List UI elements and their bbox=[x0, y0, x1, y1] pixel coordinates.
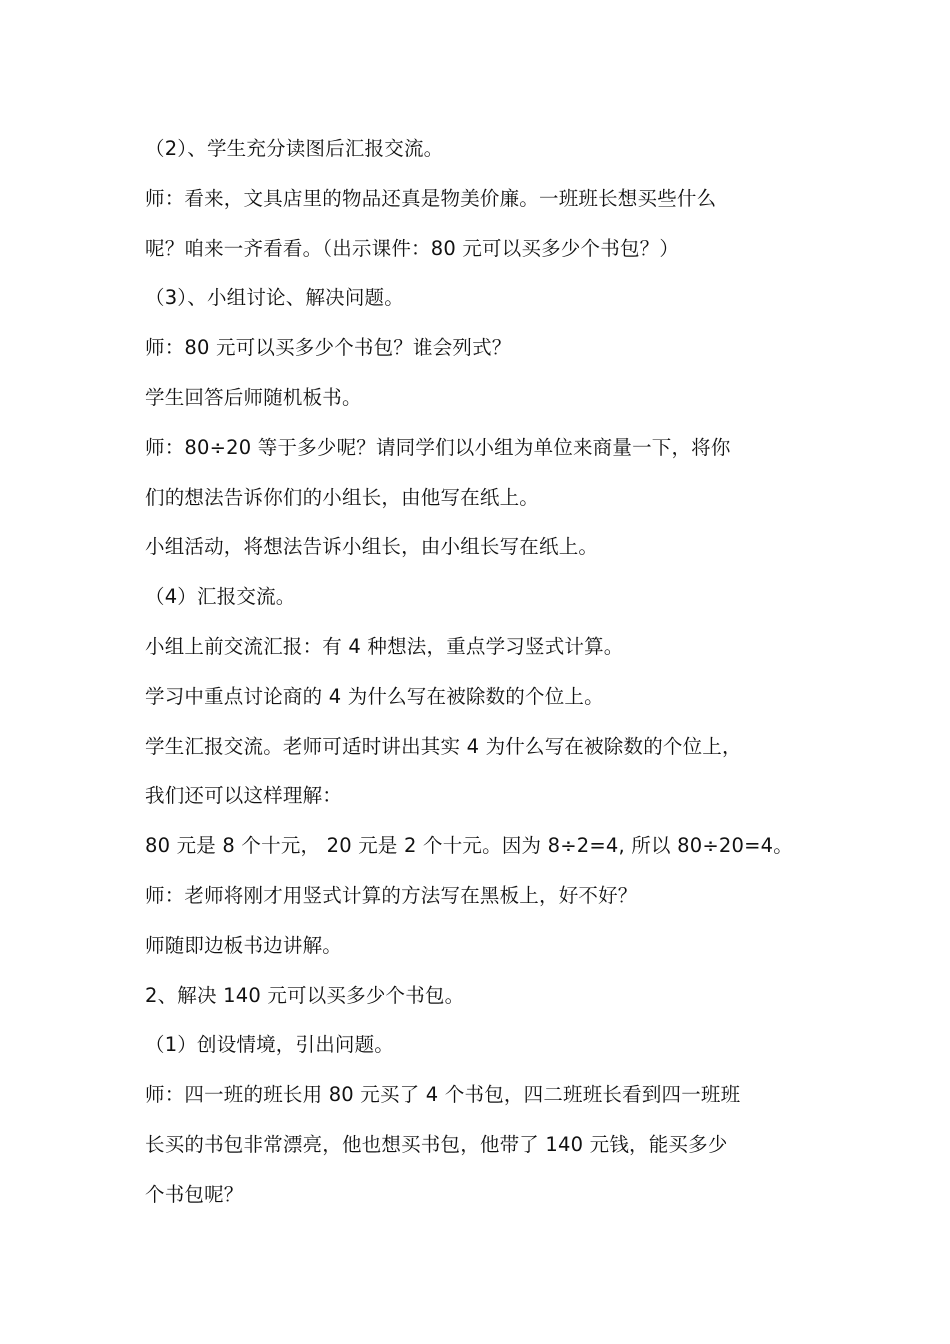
paragraph-line: 个书包呢？ bbox=[145, 1182, 244, 1206]
paragraph-line: （2）、学生充分读图后汇报交流。 bbox=[145, 137, 444, 160]
paragraph-line: （3）、小组讨论、解决问题。 bbox=[145, 286, 404, 310]
paragraph-line: 小组活动，将想法告诉小组长，由小组长写在纸上。 bbox=[145, 535, 599, 559]
paragraph-line: 师：老师将刚才用竖式计算的方法写在黑板上，好不好？ bbox=[145, 883, 638, 907]
document-body bbox=[145, 131, 835, 1227]
paragraph-line: 我们还可以这样理解： bbox=[145, 784, 343, 808]
paragraph-line: 学生汇报交流。老师可适时讲出其实 4 为什么写在被除数的个位上， bbox=[145, 734, 742, 758]
paragraph-line: 师：看来，文具店里的物品还真是物美价廉。一班班长想买些什么 bbox=[145, 186, 717, 210]
paragraph-line: 80 元是 8 个十元， 20 元是 2 个十元。因为 8÷2=4, 所以 80÷20=4。 bbox=[145, 834, 793, 858]
paragraph-line: 们的想法告诉你们的小组长，由他写在纸上。 bbox=[145, 485, 540, 509]
paragraph-line: 学习中重点讨论商的 4 为什么写在被除数的个位上。 bbox=[145, 684, 604, 708]
paragraph-line: 师：80 元可以买多少个书包？谁会列式？ bbox=[145, 336, 512, 360]
paragraph-line: 学生回答后师随机板书。 bbox=[145, 385, 362, 409]
paragraph-line: 师：四一班的班长用 80 元买了 4 个书包，四二班班长看到四一班班 bbox=[145, 1083, 741, 1107]
paragraph-line: 2、解决 140 元可以买多少个书包。 bbox=[145, 983, 465, 1007]
paragraph-line: 长买的书包非常漂亮，他也想买书包，他带了 140 元钱，能买多少 bbox=[145, 1132, 728, 1156]
paragraph-line: （4）汇报交流。 bbox=[145, 585, 296, 609]
paragraph-line: 师：80÷20 等于多少呢？请同学们以小组为单位来商量一下，将你 bbox=[145, 435, 731, 459]
paragraph-line: 呢？咱来一齐看看。（出示课件：80 元可以买多少个书包？） bbox=[145, 236, 680, 260]
paragraph-line: 小组上前交流汇报：有 4 种想法，重点学习竖式计算。 bbox=[145, 634, 624, 658]
paragraph-line: 师随即边板书边讲解。 bbox=[145, 933, 343, 957]
paragraph-line: （1）创设情境，引出问题。 bbox=[145, 1033, 395, 1057]
